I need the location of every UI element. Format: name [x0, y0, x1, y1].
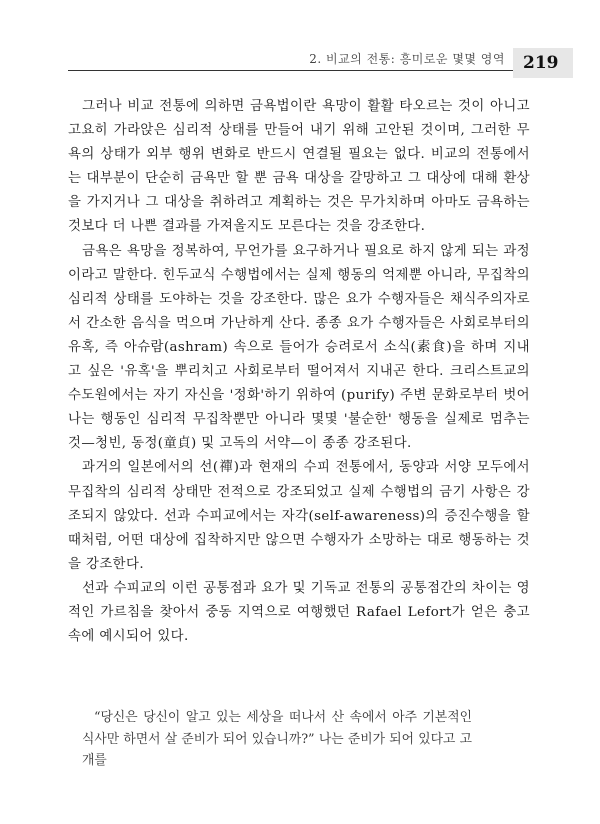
running-head: 2. 비교의 전통: 흥미로운 몇몇 영역	[309, 52, 505, 66]
paragraph: 그러나 비교 전통에 의하면 금욕법이란 욕망이 활활 타오르는 것이 아니고 고요히 가라앉은 심리적 상태를 만들어 내기 위해 고안된 것이며, 그러한 무욕의 상태가 외부 행위 변화로 반드시 연결될 필요는 없다. 비교의 전통에서는 대부분이 단순히 금욕만 할 뿐 금욕 대상을 갈망하고 그 대상에 대해 환상을 가지거나 그 대상을 취하려고 계획하는 것은 무가치하며 아마도 금욕하는 것보다 더 나쁜 결과를 가져올지도 모른다는 것을 강조한다.	[68, 99, 530, 235]
paragraph: 선과 수피교의 이런 공통점과 요가 및 기독교 전통의 공통점간의 차이는 영적인 가르침을 찾아서 중동 지역으로 여행했던 Rafael Lefort가 얻은 충고 속에 예시되어 있다.	[68, 580, 530, 645]
page-number: 219	[523, 53, 559, 73]
header-rule	[68, 70, 513, 71]
paragraph: 과거의 일본에서의 선(禪)과 현재의 수피 전통에서, 동양과 서양 모두에서 무집착의 심리적 상태만 전적으로 강조되었고 실제 수행법의 금기 사항은 강조되지 않았다. 선과 수피교에서는 자각(self-awareness)의 증진수행을 할 때처럼, 어떤 대상에 집착하지만 않으면 수행자가 소망하는 대로 행동하는 것을 강조한다.	[68, 460, 530, 572]
paragraph: 금욕은 욕망을 정복하여, 무언가를 요구하거나 필요로 하지 않게 되는 과정이라고 말한다. 힌두교식 수행법에서는 실제 행동의 억제뿐 아니라, 무집착의 심리적 상태를 도야하는 것을 강조한다. 많은 요가 수행자들은 채식주의자로서 간소한 음식을 먹으며 가난하게 산다. 종종 요가 수행자들은 사회로부터의 유혹, 즉 아슈람(ashram) 속으로 들어가 승려로서 소식(素食)을 하며 지내고 싶은 '유혹'을 뿌리치고 사회로부터 떨어져서 지내곤 한다. 크리스트교의 수도원에서는 자기 자신을 '정화'하기 위하여 (purify) 주변 문화로부터 벗어나는 행동인 심리적 무집착뿐만 아니라 몇몇 '불순한' 행동을 실제로 멈추는 것—청빈, 동정(童貞) 및 고독의 서약—이 종종 강조된다.	[68, 243, 530, 452]
body-text	[68, 95, 530, 649]
block-quote: “당신은 당신이 알고 있는 세상을 떠나서 산 속에서 아주 기본적인 식사만 하면서 살 준비가 되어 있습니까?” 나는 준비가 되어 있다고 고개를	[82, 710, 472, 768]
